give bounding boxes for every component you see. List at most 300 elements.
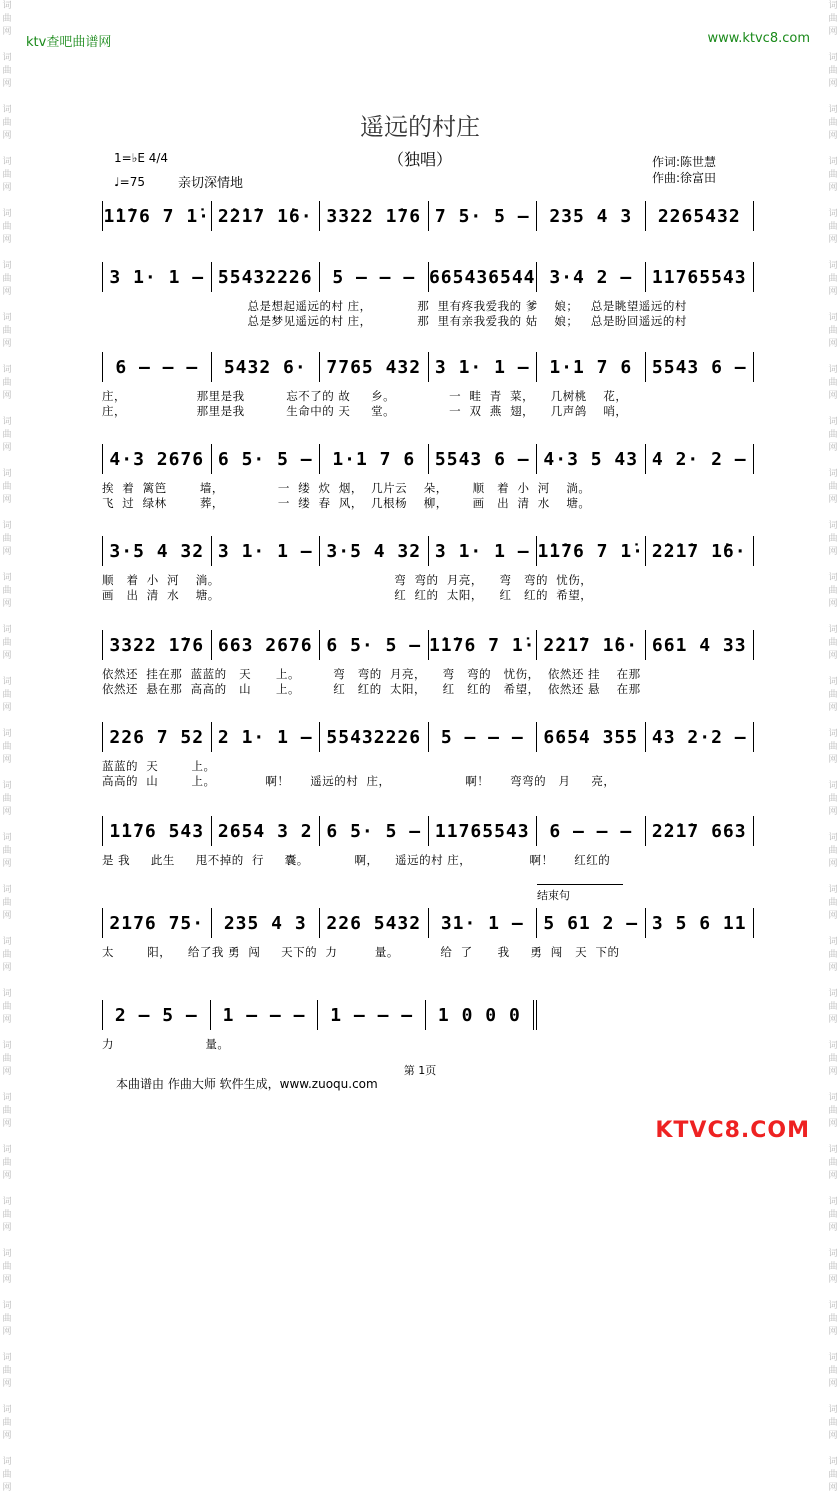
watermark-char: 网: [828, 391, 838, 401]
measure: 226 7 52: [102, 722, 212, 752]
lyric-line: 挨 着 篱笆 墙， 一 缕 炊 烟， 几片云 朵， 顺 着 小 河 淌。: [102, 481, 591, 495]
watermark-char: 曲: [2, 1366, 12, 1376]
watermark-char: 网: [828, 235, 838, 245]
watermark-gap: [826, 39, 840, 52]
watermark-char: 曲: [828, 846, 838, 856]
watermark-char: 词: [828, 1457, 838, 1467]
watermark-char: 网: [828, 1223, 838, 1233]
watermark-char: 词: [2, 157, 12, 167]
measure: 235 4 3: [537, 201, 646, 231]
watermark-char: 词: [2, 1145, 12, 1155]
watermark-gap: [0, 871, 14, 884]
measure: 5 – – –: [429, 722, 538, 752]
watermark-gap: [0, 663, 14, 676]
watermark-char: 曲: [828, 690, 838, 700]
watermark-char: 词: [828, 1197, 838, 1207]
watermark-char: 词: [828, 365, 838, 375]
watermark-char: 网: [2, 1275, 12, 1285]
watermark-char: 网: [2, 131, 12, 141]
watermark-char: 曲: [828, 274, 838, 284]
song-subtitle: （独唱）: [387, 150, 452, 169]
watermark-gap: [826, 507, 840, 520]
watermark-char: 曲: [828, 794, 838, 804]
watermark-char: 网: [2, 443, 12, 453]
watermark-char: 网: [828, 1067, 838, 1077]
watermark-char: 曲: [2, 14, 12, 24]
watermark-gap: [0, 715, 14, 728]
lyricist-credit: 作词:陈世慧: [652, 155, 717, 169]
watermark-gap: [826, 1495, 840, 1508]
watermark-gap: [0, 819, 14, 832]
watermark-char: 词: [2, 261, 12, 271]
watermark-char: 网: [2, 911, 12, 921]
measure: 1̇1̇76 7 1̇·: [429, 630, 538, 660]
watermark-char: 词: [828, 1145, 838, 1155]
watermark-gap: [826, 559, 840, 572]
notes-row: [102, 626, 754, 660]
left-watermark-strip: [0, 0, 14, 1493]
watermark-char: 曲: [2, 326, 12, 336]
watermark-char: 词: [2, 313, 12, 323]
watermark-char: 网: [2, 27, 12, 37]
measure: 235 4 3: [212, 908, 321, 938]
measure: 7 5· 5 –: [429, 201, 538, 231]
watermark-char: 词: [828, 209, 838, 219]
watermark-gap: [0, 247, 14, 260]
measure: 663 2676: [212, 630, 321, 660]
watermark-char: 网: [828, 547, 838, 557]
watermark-gap: [0, 351, 14, 364]
watermark-char: 曲: [828, 430, 838, 440]
lyric-line: 飞 过 绿林 葬， 一 缕 春 风， 几根杨 柳， 画 出 清 水 塘。: [102, 496, 591, 510]
watermark-char: 网: [828, 27, 838, 37]
watermark-char: 词: [2, 781, 12, 791]
watermark-gap: [826, 247, 840, 260]
watermark-char: 曲: [2, 1054, 12, 1064]
watermark-char: 曲: [828, 898, 838, 908]
tempo-marking: ♩=75: [114, 175, 145, 189]
watermark-char: 网: [828, 651, 838, 661]
watermark-char: 词: [828, 469, 838, 479]
measure: 4·3 5 43: [537, 444, 646, 474]
watermark-char: 曲: [2, 66, 12, 76]
measure: 6 5· 5 –: [320, 630, 429, 660]
watermark-char: 词: [828, 781, 838, 791]
measure: 55432226: [212, 262, 321, 292]
lyric-line: 蓝蓝的 天 上。: [102, 759, 216, 773]
watermark-gap: [0, 91, 14, 104]
watermark-char: 网: [2, 703, 12, 713]
lyric-line: 高高的 山 上。 啊！ 遥远的村 庄， 啊！ 弯弯的 月 亮，: [102, 774, 616, 788]
notes-row: [102, 718, 754, 752]
watermark-gap: [0, 1183, 14, 1196]
measure: 3·4 2 –: [537, 262, 646, 292]
watermark-char: 网: [2, 1015, 12, 1025]
watermark-gap: [826, 611, 840, 624]
measure: 6654 355: [537, 722, 646, 752]
watermark-char: 词: [2, 677, 12, 687]
composer-credit: 作曲:徐富田: [652, 171, 717, 185]
watermark-char: 网: [828, 131, 838, 141]
watermark-char: 曲: [828, 1210, 838, 1220]
watermark-char: 网: [2, 859, 12, 869]
measure: 1 – – –: [211, 1000, 319, 1030]
watermark-char: 网: [2, 183, 12, 193]
watermark-char: 网: [2, 1223, 12, 1233]
watermark-char: 网: [828, 1171, 838, 1181]
watermark-char: 网: [828, 1431, 838, 1441]
right-watermark-strip: [826, 0, 840, 1493]
watermark-char: 曲: [828, 1106, 838, 1116]
measure: 5543 6 –: [429, 444, 538, 474]
watermark-gap: [826, 1443, 840, 1456]
watermark-gap: [826, 1235, 840, 1248]
watermark-char: 曲: [2, 794, 12, 804]
watermark-char: 词: [2, 365, 12, 375]
watermark-gap: [0, 975, 14, 988]
measure: 5 61 2 –: [537, 908, 646, 938]
watermark-char: 词: [2, 521, 12, 531]
measure: 1·1 7 6: [537, 352, 646, 382]
watermark-char: 词: [828, 1301, 838, 1311]
measure: 1·1 7 6: [320, 444, 429, 474]
watermark-char: 曲: [828, 222, 838, 232]
measure: 3·5 4 32: [320, 536, 429, 566]
watermark-char: 网: [2, 235, 12, 245]
watermark-gap: [826, 819, 840, 832]
watermark-char: 网: [828, 183, 838, 193]
notes-row: [102, 904, 754, 938]
watermark-gap: [0, 1339, 14, 1352]
watermark-char: 词: [828, 573, 838, 583]
measure: 2̇2̇1̇7 1̇6·: [537, 630, 646, 660]
notes-row: [102, 258, 754, 292]
notes-row: [102, 996, 537, 1030]
watermark-char: 曲: [2, 950, 12, 960]
watermark-char: 曲: [828, 326, 838, 336]
watermark-gap: [826, 1079, 840, 1092]
watermark-char: 词: [828, 1093, 838, 1103]
watermark-char: 词: [2, 105, 12, 115]
watermark-char: 网: [2, 495, 12, 505]
lyric-line: 太 阳， 给了我 勇 闯 天下的 力 量。 给 了 我 勇 闯 天 下的: [102, 945, 620, 959]
watermark-char: 网: [828, 911, 838, 921]
watermark-char: 网: [828, 599, 838, 609]
measure: 5432 6·: [212, 352, 321, 382]
watermark-char: 网: [828, 287, 838, 297]
watermark-char: 曲: [2, 482, 12, 492]
watermark-gap: [826, 767, 840, 780]
measure: 3 1· 1 –: [429, 352, 538, 382]
watermark-char: 词: [2, 625, 12, 635]
watermark-gap: [0, 39, 14, 52]
watermark-char: 网: [828, 1015, 838, 1025]
footer-credit: 本曲谱由 作曲大师 软件生成，www.zuoqu.com: [116, 1077, 378, 1091]
watermark-char: 曲: [828, 170, 838, 180]
measure: 31· 1 –: [429, 908, 538, 938]
watermark-char: 网: [2, 391, 12, 401]
watermark-char: 词: [2, 989, 12, 999]
lyric-line: 总是想起遥远的村 庄， 那 里有疼我爱我的 爹 娘； 总是眺望遥远的村: [102, 299, 687, 313]
watermark-gap: [826, 403, 840, 416]
watermark-gap: [0, 1391, 14, 1404]
watermark-char: 词: [828, 1041, 838, 1051]
site-name-left[interactable]: ktv查吧曲谱网: [26, 35, 112, 50]
watermark-char: 网: [2, 79, 12, 89]
watermark-char: 词: [828, 313, 838, 323]
watermark-gap: [826, 663, 840, 676]
lyric-line: 力 量。: [102, 1037, 230, 1051]
watermark-char: 词: [828, 105, 838, 115]
watermark-char: 词: [2, 1093, 12, 1103]
notes-row: [102, 532, 754, 566]
watermark-char: 曲: [828, 1054, 838, 1064]
watermark-char: 曲: [828, 482, 838, 492]
watermark-char: 词: [828, 1353, 838, 1363]
watermark-char: 词: [2, 1197, 12, 1207]
watermark-gap: [826, 1391, 840, 1404]
watermark-char: 曲: [828, 1314, 838, 1324]
measure: 1 – – –: [318, 1000, 426, 1030]
watermark-char: 网: [2, 1119, 12, 1129]
watermark-char: 网: [828, 339, 838, 349]
watermark-char: 网: [828, 963, 838, 973]
watermark-char: 网: [2, 1379, 12, 1389]
watermark-char: 曲: [828, 1262, 838, 1272]
watermark-char: 词: [2, 833, 12, 843]
measure: 3 1· 1 –: [212, 536, 321, 566]
measure: 1̇1̇76 7 1̇·: [102, 201, 212, 231]
watermark-gap: [0, 611, 14, 624]
watermark-char: 网: [828, 807, 838, 817]
watermark-char: 网: [2, 755, 12, 765]
measure: 1̇1̇76 543: [102, 816, 212, 846]
watermark-char: 曲: [2, 430, 12, 440]
lyric-line: 庄， 那里是我 忘不了的 故 乡。 一 畦 青 菜， 几树桃 花，: [102, 389, 628, 403]
lyric-line: 顺 着 小 河 淌。 弯 弯的 月亮， 弯 弯的 忧伤，: [102, 573, 593, 587]
notes-row: [102, 812, 754, 846]
lyric-line: 画 出 清 水 塘。 红 红的 太阳， 红 红的 希望，: [102, 588, 593, 602]
watermark-gap: [0, 507, 14, 520]
watermark-char: 网: [2, 339, 12, 349]
watermark-char: 网: [2, 1067, 12, 1077]
watermark-char: 词: [2, 417, 12, 427]
measure: 55432226: [320, 722, 429, 752]
watermark-gap: [0, 1443, 14, 1456]
watermark-gap: [0, 767, 14, 780]
watermark-char: 曲: [2, 1210, 12, 1220]
watermark-char: 词: [2, 1301, 12, 1311]
measure: 3·5 4 32: [102, 536, 212, 566]
watermark-char: 词: [828, 989, 838, 999]
watermark-char: 词: [828, 157, 838, 167]
watermark-char: 曲: [828, 1418, 838, 1428]
watermark-gap: [0, 923, 14, 936]
measure: 4 2· 2 –: [646, 444, 755, 474]
watermark-char: 网: [828, 1379, 838, 1389]
watermark-char: 网: [2, 599, 12, 609]
measure: 3322 1̇76: [102, 630, 212, 660]
watermark-char: 网: [2, 651, 12, 661]
watermark-char: 词: [828, 1249, 838, 1259]
measure: 3 1· 1 –: [102, 262, 212, 292]
watermark-char: 网: [2, 807, 12, 817]
watermark-char: 词: [828, 677, 838, 687]
watermark-char: 曲: [828, 1366, 838, 1376]
watermark-char: 网: [828, 495, 838, 505]
watermark-char: 词: [828, 521, 838, 531]
measure: 2 – 5 –: [102, 1000, 211, 1030]
measure: 661 4 33: [646, 630, 755, 660]
watermark-char: 曲: [2, 118, 12, 128]
watermark-char: 词: [2, 1, 12, 11]
watermark-char: 词: [828, 885, 838, 895]
measure: 2654 3 2: [212, 816, 321, 846]
watermark-gap: [826, 91, 840, 104]
watermark-char: 曲: [2, 638, 12, 648]
watermark-gap: [826, 1183, 840, 1196]
watermark-char: 曲: [828, 1002, 838, 1012]
key-signature: 1=♭E 4/4: [114, 151, 169, 165]
watermark-char: 曲: [2, 1002, 12, 1012]
measure: 2 1· 1 –: [212, 722, 321, 752]
watermark-gap: [826, 1131, 840, 1144]
watermark-char: 词: [828, 833, 838, 843]
measure: 6 5· 5 –: [320, 816, 429, 846]
measure: 11765543: [429, 816, 538, 846]
ktvc8-logo: KTVC8.COM: [655, 1118, 810, 1143]
watermark-char: 网: [828, 1275, 838, 1285]
watermark-char: 曲: [2, 898, 12, 908]
watermark-char: 词: [2, 937, 12, 947]
watermark-gap: [826, 923, 840, 936]
lyric-line: 依然还 悬在那 高高的 山 上。 红 红的 太阳， 红 红的 希望， 依然还 悬 在那: [102, 682, 641, 696]
measure: 5 – – –: [320, 262, 429, 292]
measure: 6 – – –: [537, 816, 646, 846]
watermark-char: 曲: [828, 378, 838, 388]
site-url-right[interactable]: www.ktvc8.com: [707, 31, 810, 46]
watermark-char: 网: [828, 1119, 838, 1129]
notes-row: [102, 440, 754, 474]
watermark-gap: [0, 455, 14, 468]
watermark-char: 词: [2, 209, 12, 219]
watermark-char: 网: [828, 1483, 838, 1493]
watermark-char: 词: [828, 937, 838, 947]
watermark-gap: [826, 1287, 840, 1300]
watermark-char: 网: [2, 1483, 12, 1493]
measure: 2265432: [646, 201, 755, 231]
measure: 11765543: [646, 262, 755, 292]
measure: 2̇2̇1̇7 1̇6·: [646, 536, 755, 566]
watermark-char: 曲: [2, 222, 12, 232]
song-title: 遥远的村庄: [360, 113, 480, 141]
watermark-char: 网: [828, 1327, 838, 1337]
watermark-char: 词: [2, 1249, 12, 1259]
watermark-char: 曲: [828, 638, 838, 648]
measure: 2̇2̇1̇7 1̇6·: [212, 201, 321, 231]
watermark-char: 网: [828, 79, 838, 89]
watermark-char: 词: [2, 53, 12, 63]
watermark-char: 词: [828, 53, 838, 63]
watermark-char: 词: [828, 1, 838, 11]
watermark-char: 曲: [2, 1106, 12, 1116]
watermark-char: 曲: [828, 586, 838, 596]
watermark-char: 曲: [828, 1158, 838, 1168]
watermark-char: 曲: [2, 742, 12, 752]
watermark-char: 曲: [828, 742, 838, 752]
watermark-char: 网: [2, 287, 12, 297]
watermark-gap: [826, 1027, 840, 1040]
measure: 3322 1̇76: [320, 201, 429, 231]
watermark-char: 曲: [2, 1470, 12, 1480]
measure: 2176 75·: [102, 908, 212, 938]
watermark-char: 曲: [2, 1418, 12, 1428]
watermark-gap: [826, 1339, 840, 1352]
watermark-char: 词: [2, 573, 12, 583]
watermark-gap: [826, 299, 840, 312]
watermark-char: 曲: [828, 1470, 838, 1480]
watermark-char: 曲: [2, 534, 12, 544]
watermark-char: 网: [828, 443, 838, 453]
ending-phrase-label: 结束句: [537, 884, 623, 903]
watermark-char: 网: [828, 703, 838, 713]
watermark-char: 词: [828, 261, 838, 271]
measure: 1 0 0 0: [426, 1000, 537, 1030]
measure: 43 2·2 –: [646, 722, 755, 752]
watermark-gap: [0, 1027, 14, 1040]
expression-marking: 亲切深情地: [178, 176, 244, 191]
watermark-char: 网: [2, 1171, 12, 1181]
lyric-line: 依然还 挂在那 蓝蓝的 天 上。 弯 弯的 月亮， 弯 弯的 忧伤， 依然还 挂 在那: [102, 667, 641, 681]
watermark-char: 词: [2, 469, 12, 479]
watermark-char: 曲: [2, 1262, 12, 1272]
measure: 226 5432: [320, 908, 429, 938]
watermark-char: 词: [828, 1405, 838, 1415]
watermark-char: 曲: [2, 1314, 12, 1324]
watermark-char: 曲: [2, 170, 12, 180]
watermark-gap: [826, 455, 840, 468]
watermark-char: 曲: [828, 14, 838, 24]
watermark-char: 曲: [828, 66, 838, 76]
watermark-gap: [0, 1495, 14, 1508]
lyric-line: 庄， 那里是我 生命中的 天 堂。 一 双 燕 翅， 几声鸽 哨，: [102, 404, 628, 418]
measure: 4·3 2676: [102, 444, 212, 474]
measure: 665436544: [429, 262, 538, 292]
measure: 2̇2̇1̇7 663: [646, 816, 755, 846]
watermark-char: 曲: [2, 274, 12, 284]
watermark-char: 曲: [828, 950, 838, 960]
watermark-char: 词: [2, 1041, 12, 1051]
watermark-char: 词: [828, 625, 838, 635]
watermark-char: 网: [828, 755, 838, 765]
watermark-char: 网: [828, 859, 838, 869]
watermark-gap: [826, 871, 840, 884]
watermark-gap: [0, 1235, 14, 1248]
watermark-char: 网: [2, 1327, 12, 1337]
measure: 7765 432: [320, 352, 429, 382]
watermark-char: 网: [2, 1431, 12, 1441]
watermark-char: 词: [2, 1405, 12, 1415]
measure: 3 5 6 11: [646, 908, 755, 938]
measure: 5543 6 –: [646, 352, 755, 382]
watermark-char: 曲: [2, 586, 12, 596]
watermark-char: 曲: [828, 534, 838, 544]
watermark-gap: [0, 299, 14, 312]
watermark-gap: [0, 403, 14, 416]
watermark-gap: [826, 975, 840, 988]
measure: 1̇1̇76 7 1̇·: [537, 536, 646, 566]
watermark-char: 词: [2, 885, 12, 895]
